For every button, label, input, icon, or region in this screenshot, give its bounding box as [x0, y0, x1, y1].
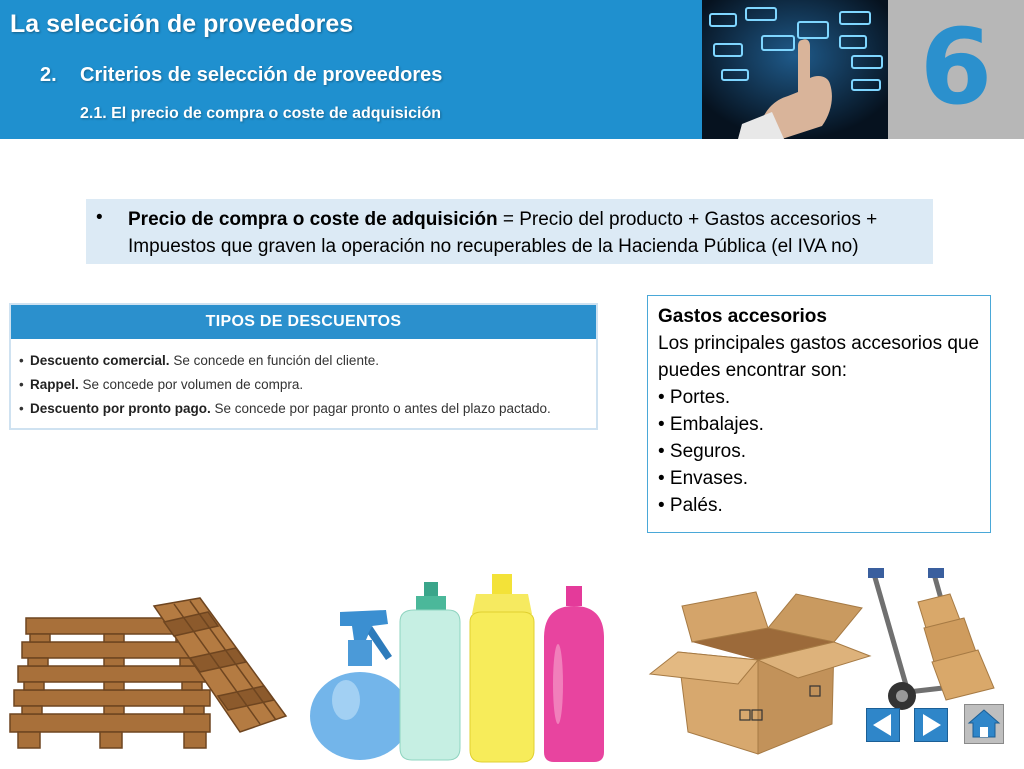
definition-term: Precio de compra o coste de adquisición: [128, 209, 498, 230]
home-button[interactable]: [964, 704, 1004, 744]
list-item: • Descuento comercial. Se concede en función del cliente.: [19, 353, 379, 368]
discount-description: Se concede en función del cliente.: [169, 353, 379, 368]
bottles-picture: [296, 574, 612, 764]
list-item: • Rappel. Se concede por volumen de compra.: [19, 377, 304, 392]
discount-term: Descuento por pronto pago.: [30, 401, 211, 416]
list-item: • Envases.: [658, 468, 749, 489]
section-label: Criterios de selección de proveedores: [80, 64, 443, 86]
list-item: • Palés.: [658, 495, 723, 516]
definition-text: [128, 206, 928, 260]
accessory-costs-box: [647, 295, 991, 533]
chapter-box: [888, 0, 1024, 139]
discount-term: Descuento comercial.: [30, 353, 170, 368]
definition-box: [86, 199, 933, 264]
header-bar: [0, 0, 702, 139]
discount-description: Se concede por pagar pronto o antes del plazo pactado.: [210, 401, 551, 416]
subsection-title: 2.1. El precio de compra o coste de adquisición: [80, 105, 441, 122]
slide-header: [0, 0, 1024, 139]
touchscreen-hand-icon: [702, 0, 888, 139]
section-title: [40, 64, 442, 87]
hand-truck-icon: [868, 562, 1024, 722]
discount-types-list: [11, 339, 596, 421]
bullet: •: [96, 207, 103, 228]
touchscreen-photo: [702, 0, 888, 139]
section-number: 2.: [40, 64, 57, 86]
next-button[interactable]: [914, 708, 948, 742]
accessory-costs-intro: Los principales gastos accesorios que puedes encontrar son:: [658, 333, 980, 381]
pallets-icon: [4, 592, 294, 762]
list-item: • Seguros.: [658, 441, 746, 462]
pallets-picture: [4, 592, 294, 762]
arrow-left-icon: [867, 709, 899, 741]
bottles-icon: [296, 574, 612, 764]
list-item: • Embalajes.: [658, 414, 764, 435]
chapter-number: 6: [919, 5, 993, 128]
previous-button[interactable]: [866, 708, 900, 742]
discount-term: Rappel.: [30, 377, 79, 392]
arrow-right-icon: [915, 709, 947, 741]
box-picture: [648, 582, 878, 760]
list-item: • Descuento por pronto pago. Se concede por pagar pronto o antes del plazo pactado.: [19, 401, 551, 416]
home-icon: [965, 705, 1003, 743]
handtruck-picture: [868, 562, 1024, 722]
list-item: • Portes.: [658, 387, 731, 408]
discount-types-heading: TIPOS DE DESCUENTOS: [11, 305, 596, 339]
accessory-costs-list: [658, 384, 990, 519]
discount-types-panel: [9, 303, 598, 430]
cardboard-box-icon: [648, 582, 878, 760]
slide-title: La selección de proveedores: [10, 10, 354, 38]
definition-formula: = Precio del producto + Gastos accesorios + Impuestos que graven la operación no recuperables de la Hacienda Pública (el IVA no): [128, 209, 878, 257]
accessory-costs-title: Gastos accesorios: [658, 306, 827, 327]
discount-description: Se concede por volumen de compra.: [78, 377, 304, 392]
